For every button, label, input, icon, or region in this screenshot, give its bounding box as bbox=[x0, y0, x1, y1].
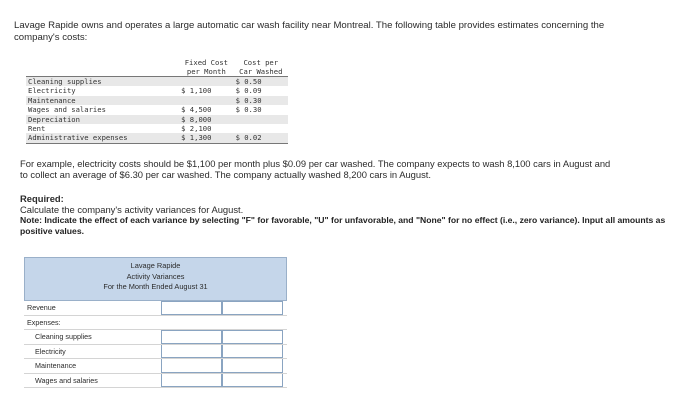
row-label: Maintenance bbox=[35, 361, 77, 370]
worksheet-row-electricity bbox=[24, 345, 287, 360]
variable-value: $ 0.30 bbox=[235, 105, 262, 115]
fixed-value: $ 1,100 bbox=[181, 86, 212, 96]
required-note: Note: Indicate the effect of each variance by selecting "F" for favorable, "U" for unfavorable, and "None" for no effect (i.e., zero variance). Input all amounts as positive values. bbox=[20, 215, 666, 236]
blank-cell bbox=[161, 316, 222, 330]
fixed-value: $ 2,100 bbox=[181, 124, 212, 134]
table-row bbox=[26, 105, 288, 114]
blank-header-2 bbox=[26, 67, 179, 77]
variable-value: $ 0.02 bbox=[234, 133, 288, 143]
worksheet-title: Activity Variances bbox=[126, 271, 185, 281]
cost-per-header-1: Cost per bbox=[243, 58, 279, 67]
row-label: Wages and salaries bbox=[28, 105, 106, 115]
fixed-value: $ 8,000 bbox=[179, 115, 233, 124]
worksheet-row-cleaning bbox=[24, 330, 287, 345]
row-label: Electricity bbox=[28, 86, 76, 96]
cost-estimates-table bbox=[26, 58, 288, 144]
cost-per-header-2: Car Washed bbox=[234, 67, 288, 77]
row-label: Wages and salaries bbox=[35, 375, 98, 385]
example-paragraph: For example, electricity costs should be $1,100 per month plus $0.09 per car washed. The company expects to wash 8,100 cars in August and to collect an average of $6.30 per car washed. The company actually washed 8,200 cars in August. bbox=[20, 158, 611, 180]
wages-amount-input[interactable] bbox=[161, 374, 222, 388]
fixed-value: $ 1,300 bbox=[179, 133, 233, 143]
worksheet-row-maintenance bbox=[24, 359, 287, 374]
revenue-amount-input[interactable] bbox=[161, 301, 222, 315]
row-label: Cleaning supplies bbox=[26, 77, 179, 87]
row-label: Expenses: bbox=[27, 317, 61, 327]
worksheet-header bbox=[24, 257, 287, 301]
row-label: Electricity bbox=[35, 346, 66, 356]
worksheet-row-wages bbox=[24, 374, 287, 389]
table-row bbox=[26, 133, 288, 143]
maintenance-effect-select[interactable] bbox=[222, 359, 283, 373]
wages-effect-select[interactable] bbox=[222, 374, 283, 388]
row-label: Rent bbox=[28, 124, 46, 134]
row-label: Cleaning supplies bbox=[35, 332, 92, 341]
required-instruction: Calculate the company's activity variances for August. bbox=[20, 204, 244, 215]
required-section bbox=[20, 193, 670, 237]
required-heading: Required: bbox=[20, 193, 64, 204]
electricity-amount-input[interactable] bbox=[161, 345, 222, 359]
table-row bbox=[26, 86, 288, 95]
variable-value bbox=[234, 124, 288, 133]
maintenance-amount-input[interactable] bbox=[161, 359, 222, 373]
revenue-effect-select[interactable] bbox=[222, 301, 283, 315]
fixed-cost-header-1: Fixed Cost bbox=[184, 58, 228, 67]
electricity-effect-select[interactable] bbox=[222, 345, 283, 359]
table-row bbox=[26, 124, 288, 133]
fixed-cost-header-2: per Month bbox=[179, 67, 233, 77]
variable-value: $ 0.09 bbox=[235, 86, 262, 96]
worksheet-row-revenue bbox=[24, 301, 287, 316]
fixed-value bbox=[179, 96, 233, 105]
activity-variances-worksheet bbox=[24, 257, 287, 388]
row-label: Maintenance bbox=[26, 96, 179, 105]
table-row bbox=[26, 115, 288, 124]
fixed-value: $ 4,500 bbox=[181, 105, 212, 115]
row-label: Revenue bbox=[27, 303, 56, 312]
variable-value: $ 0.30 bbox=[234, 96, 288, 105]
worksheet-period: For the Month Ended August 31 bbox=[103, 282, 208, 291]
cleaning-effect-select[interactable] bbox=[222, 330, 283, 344]
table-row bbox=[26, 96, 288, 105]
worksheet-company: Lavage Rapide bbox=[130, 261, 181, 270]
worksheet-row-expenses bbox=[24, 316, 287, 331]
blank-header bbox=[26, 58, 179, 67]
row-label: Depreciation bbox=[26, 115, 179, 124]
variable-value: $ 0.50 bbox=[234, 77, 288, 87]
fixed-value bbox=[179, 77, 233, 87]
blank-cell bbox=[222, 316, 283, 330]
variable-value bbox=[234, 115, 288, 124]
cleaning-amount-input[interactable] bbox=[161, 330, 222, 344]
row-label: Administrative expenses bbox=[26, 133, 179, 143]
table-row bbox=[26, 77, 288, 87]
intro-paragraph: Lavage Rapide owns and operates a large automatic car wash facility near Montreal. The following table provides estimates concerning the company's costs: bbox=[14, 20, 605, 43]
